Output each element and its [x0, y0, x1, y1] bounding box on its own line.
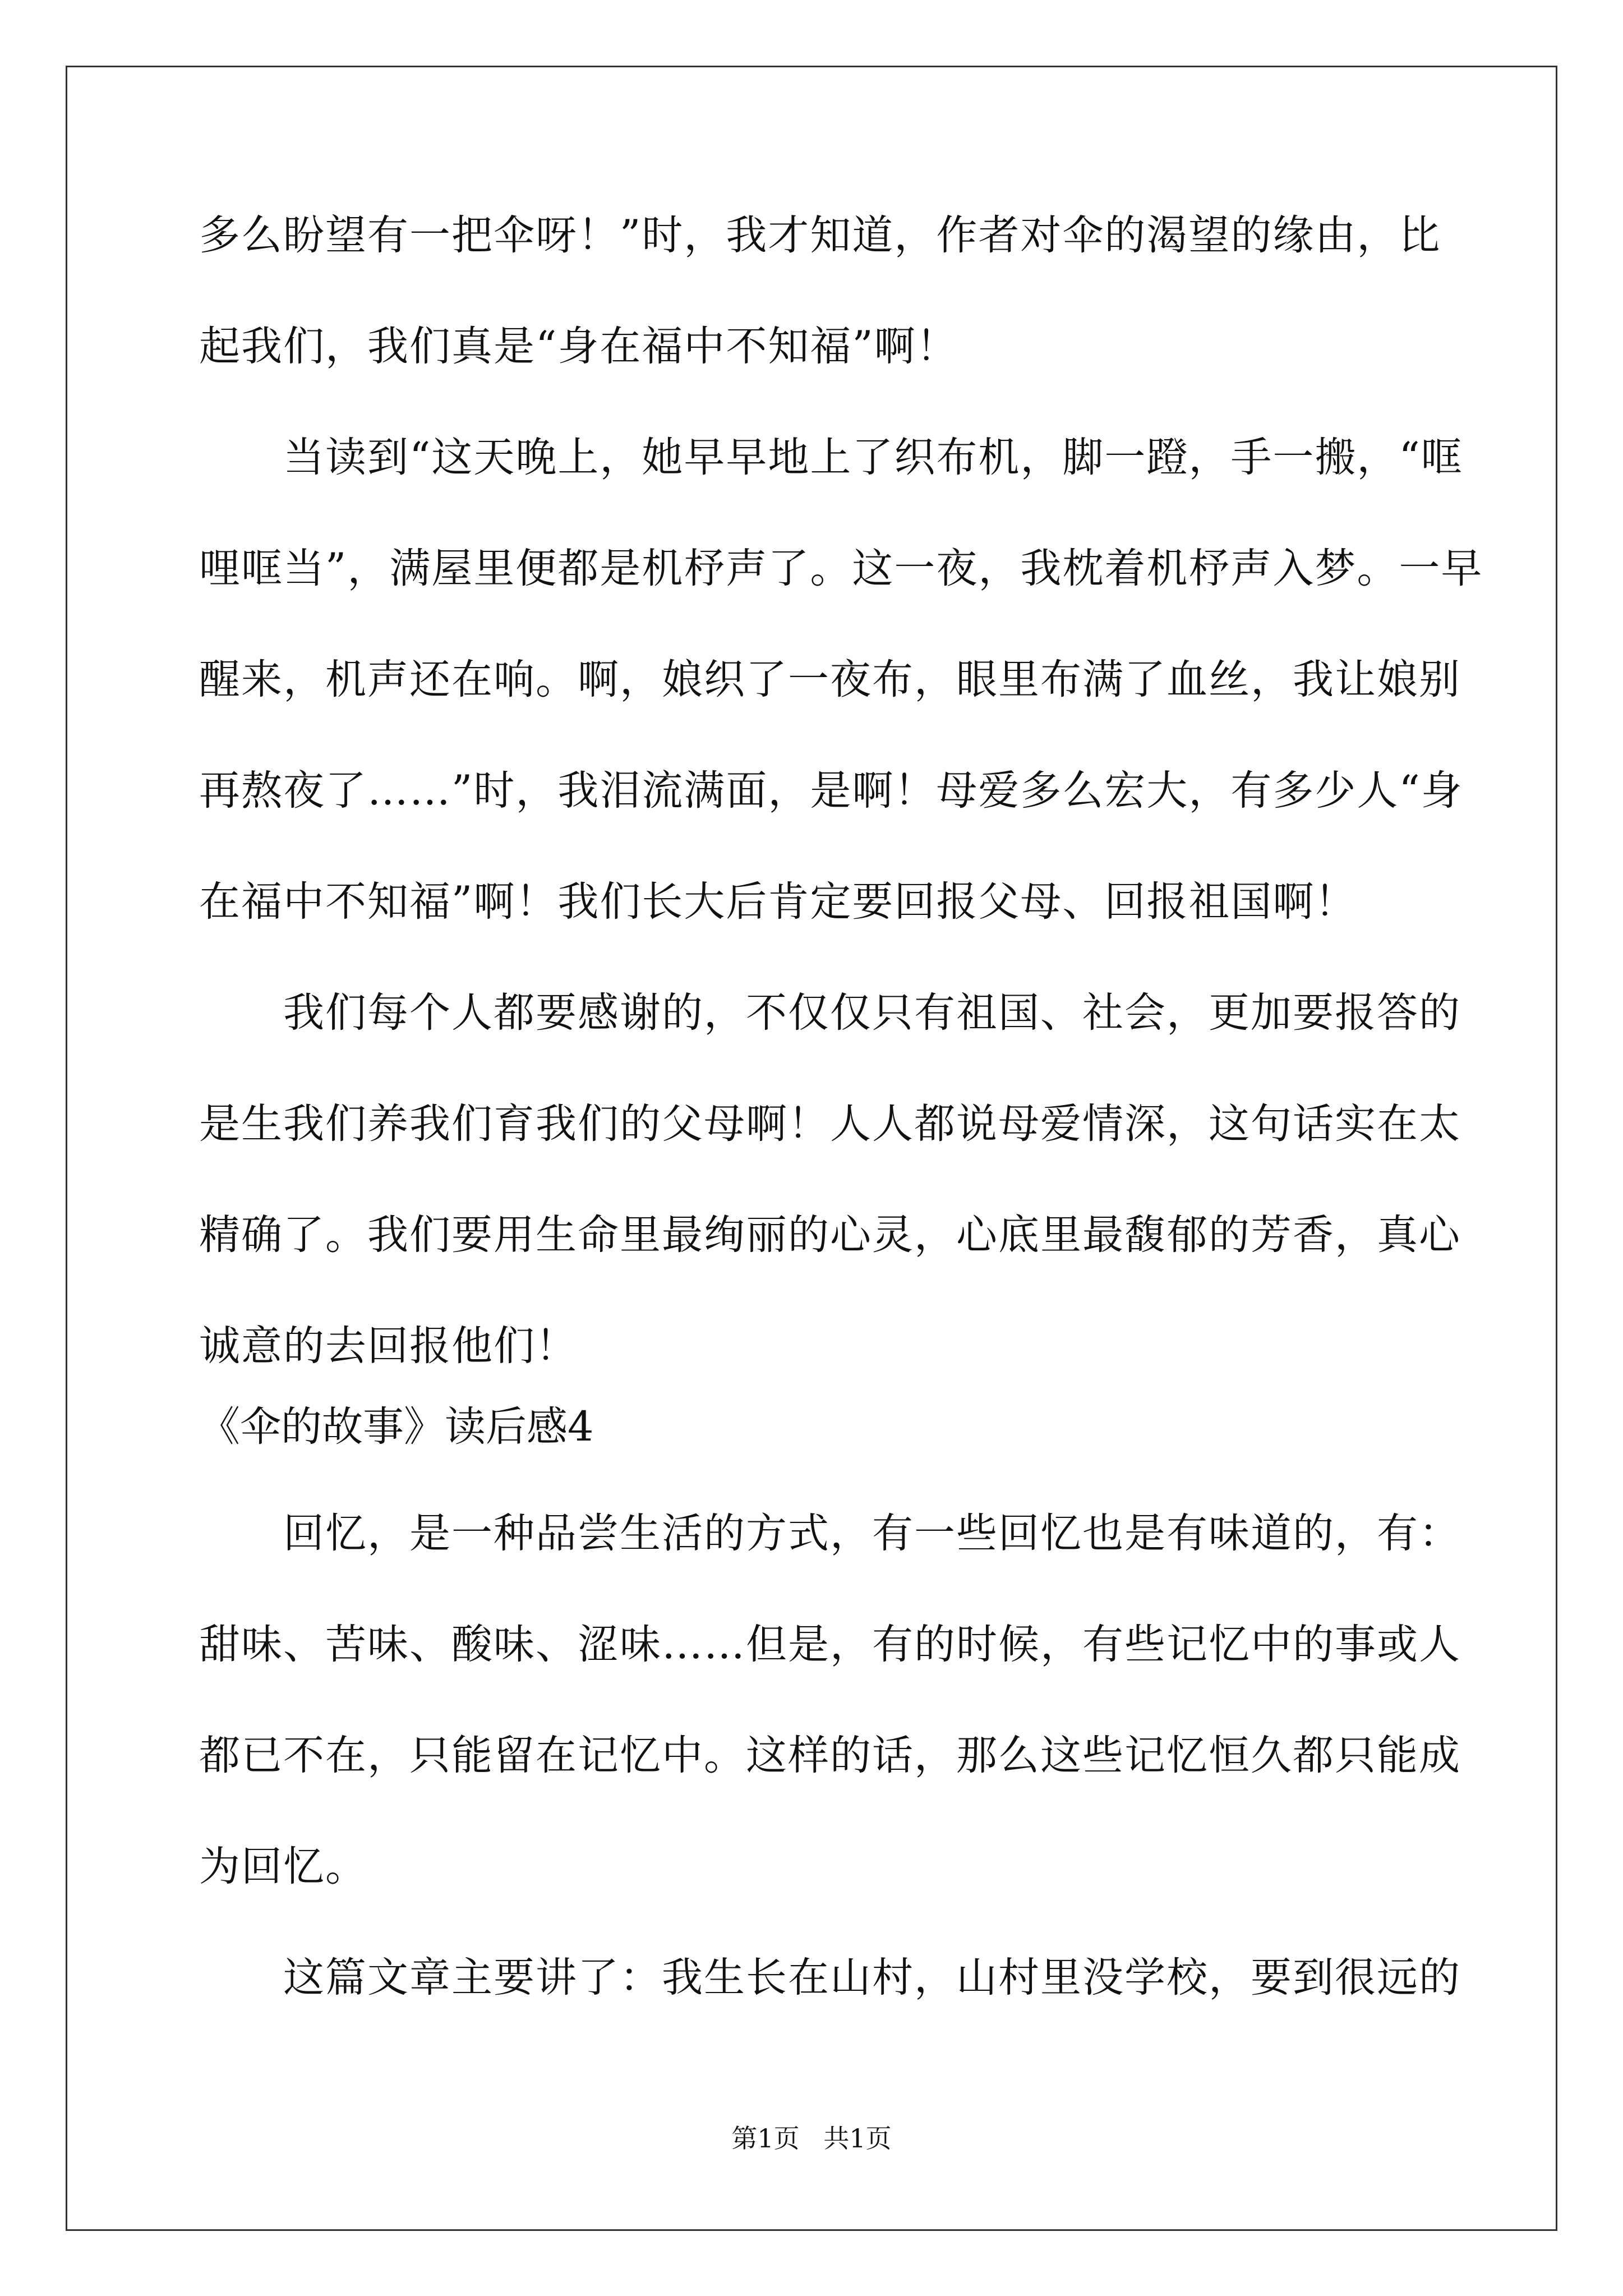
- text-line: 再熬夜了……”时，我泪流满面，是啊！母爱多么宏大，有多少人“身: [199, 767, 1463, 815]
- text-line: 是生我们养我们育我们的父母啊！人人都说母爱情深，这句话实在太: [199, 1100, 1461, 1148]
- text-line: 醒来，机声还在响。啊，娘织了一夜布，眼里布满了血丝，我让娘别: [199, 656, 1461, 703]
- text-line: 起我们，我们真是“身在福中不知福”啊！: [199, 323, 958, 370]
- text-line: 在福中不知福”啊！我们长大后肯定要回报父母、回报祖国啊！: [199, 878, 1357, 926]
- text-line: 为回忆。: [199, 1843, 367, 1890]
- paragraph-start: 我们每个人都要感谢的，不仅仅只有祖国、社会，更加要报答的: [283, 989, 1461, 1037]
- text-line: 哩哐当”，满屋里便都是机杼声了。这一夜，我枕着机杼声入梦。一早: [199, 545, 1483, 592]
- text-line: 都已不在，只能留在记忆中。这样的话，那么这些记忆恒久都只能成: [199, 1732, 1461, 1779]
- text-line: 甜味、苦味、酸味、涩味……但是，有的时候，有些记忆中的事或人: [199, 1621, 1461, 1668]
- paragraph-start: 当读到“这天晚上，她早早地上了织布机，脚一蹬，手一搬，“哐: [283, 434, 1463, 481]
- page-number: 第1页: [731, 2123, 800, 2154]
- document-body: [199, 208, 1483, 2061]
- paragraph-start: 这篇文章主要讲了：我生长在山村，山村里没学校，要到很远的: [283, 1954, 1461, 2001]
- text-line: 诚意的去回报他们！: [199, 1322, 578, 1370]
- text-line: 多么盼望有一把伞呀！”时，我才知道，作者对伞的渴望的缘由，比: [199, 211, 1441, 259]
- paragraph-start: 回忆，是一种品尝生活的方式，有一些回忆也是有味道的，有：: [283, 1510, 1461, 1557]
- page-total: 共1页: [823, 2123, 892, 2154]
- section-heading: 《伞的故事》读后感4: [199, 1403, 594, 1451]
- page-footer: [0, 2122, 1623, 2155]
- text-line: 精确了。我们要用生命里最绚丽的心灵，心底里最馥郁的芳香，真心: [199, 1211, 1461, 1259]
